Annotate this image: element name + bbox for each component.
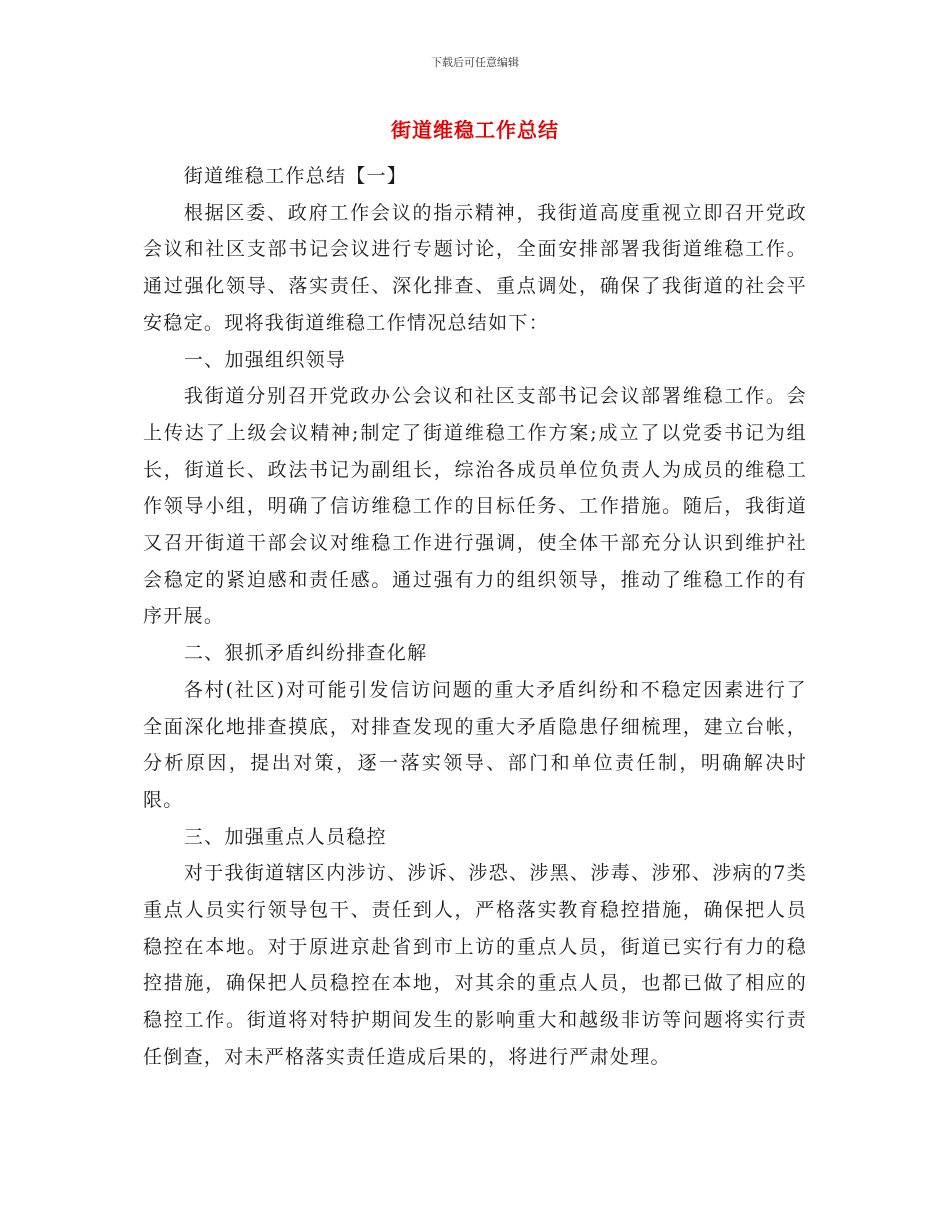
document-title: 街道维稳工作总结 — [391, 118, 559, 142]
section-paragraph-3: 对于我街道辖区内涉访、涉诉、涉恐、涉黑、涉毒、涉邪、涉病的7类重点人员实行领导包干、责任到人，严格落实教育稳控措施，确保把人员稳控在本地。对于原进京赴省到市上访的重点人员，街道已实行有力的稳控措施，确保把人员稳控在本地，对其余的重点人员，也都已做了相应的稳控工作。街道将对特护期间发生的影响重大和越级非访等问题将实行责任倒查，对未严格落实责任造成后果的，将进行严肃处理。 — [143, 862, 807, 1068]
section-paragraph-1: 我街道分别召开党政办公会议和社区支部书记会议部署维稳工作。会上传达了上级会议精神;制定了街道维稳工作方案;成立了以党委书记为组长，街道长、政法书记为副组长，综治各成员单位负责人为成员的维稳工作领导小组，明确了信访维稳工作的目标任务、工作措施。随后，我街道又召开街道干部会议对维稳工作进行强调，使全体干部充分认识到维护社会稳定的紧迫感和责任感。通过强有力的组织领导，推动了维稳工作的有序开展。 — [143, 385, 807, 628]
section-heading-3: 三、加强重点人员稳控 — [183, 825, 387, 848]
document-body — [143, 158, 807, 1076]
section-paragraph-2: 各村(社区)对可能引发信访问题的重大矛盾纠纷和不稳定因素进行了全面深化地排查摸底，对排查发现的重大矛盾隐患仔细梳理，建立台帐，分析原因，提出对策，逐一落实领导、部门和单位责任制，明确解决时限。 — [143, 678, 807, 811]
section-heading-2: 二、狠抓矛盾纠纷排查化解 — [183, 642, 428, 665]
section-heading-1: 一、加强组织领导 — [183, 348, 347, 371]
header-note: 下载后可任意编辑 — [431, 56, 519, 69]
intro-paragraph: 根据区委、政府工作会议的指示精神，我街道高度重视立即召开党政会议和社区支部书记会议进行专题讨论，全面安排部署我街道维稳工作。通过强化领导、落实责任、深化排查、重点调处，确保了我街道的社会平安稳定。现将我街道维稳工作情况总结如下： — [143, 201, 807, 334]
subtitle-paragraph: 街道维稳工作总结【一】 — [183, 165, 408, 187]
